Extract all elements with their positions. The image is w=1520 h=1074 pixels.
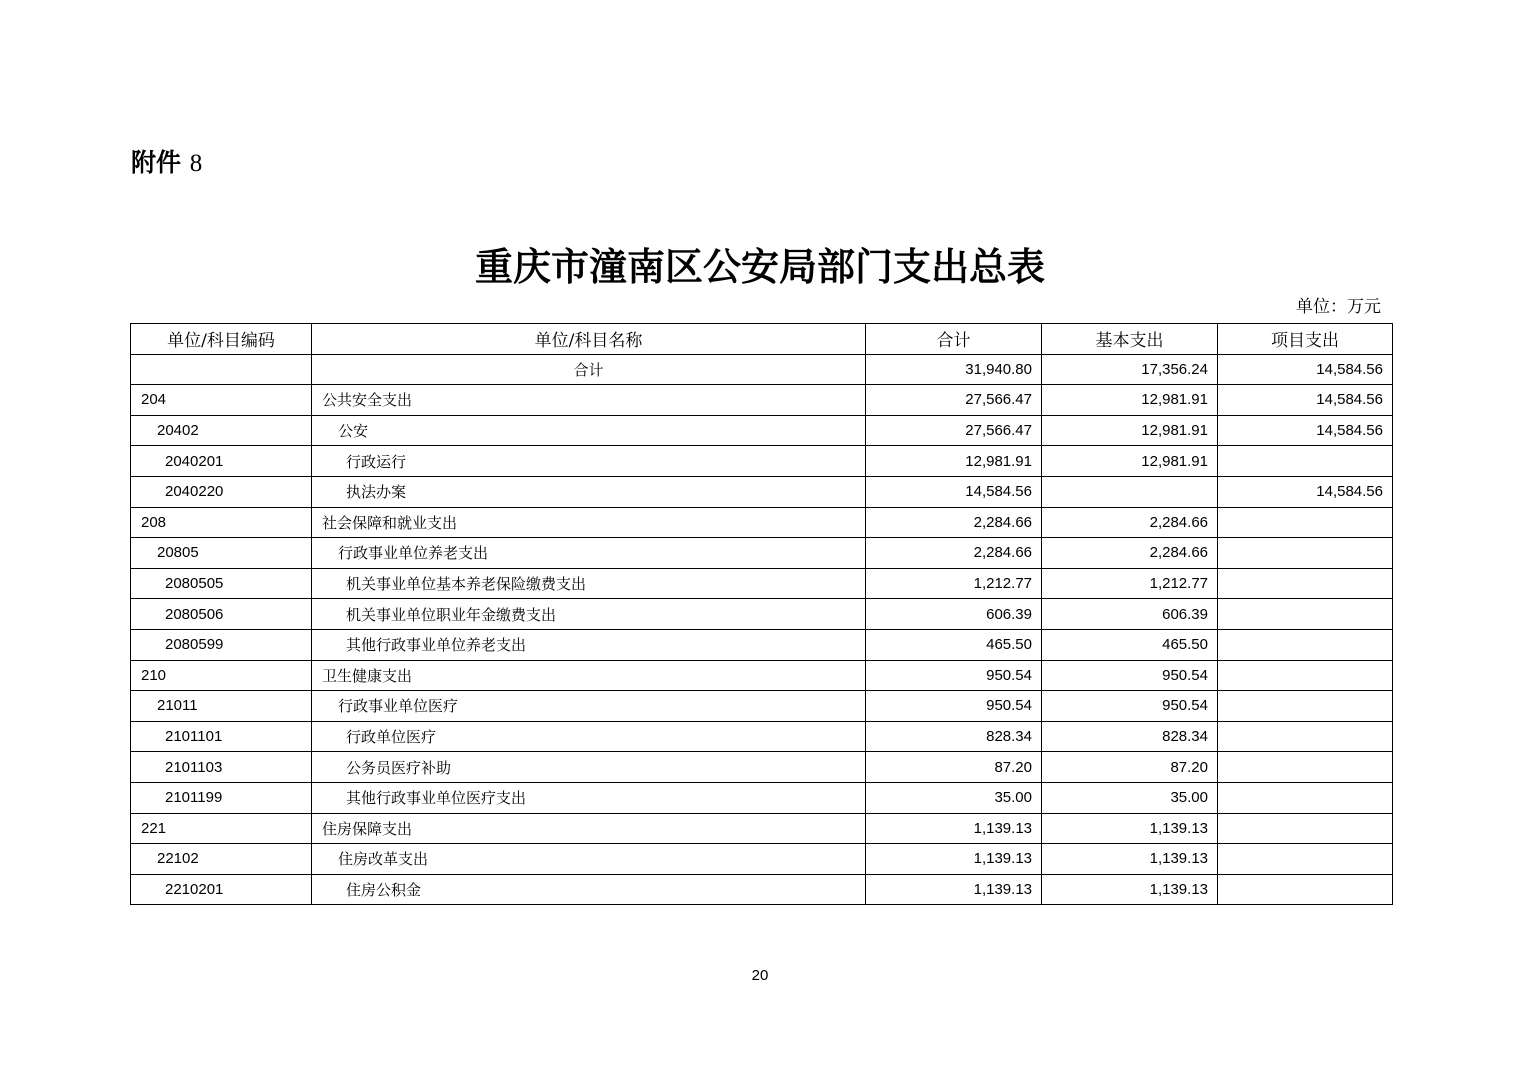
row-code: 208 xyxy=(131,507,312,538)
row-total: 465.50 xyxy=(866,629,1042,660)
table-row xyxy=(131,538,1393,569)
row-basic: 828.34 xyxy=(1042,721,1218,752)
table-row xyxy=(131,599,1393,630)
row-basic: 1,139.13 xyxy=(1042,844,1218,875)
row-project xyxy=(1218,660,1393,691)
row-code: 210 xyxy=(131,660,312,691)
row-total: 2,284.66 xyxy=(866,538,1042,569)
row-code: 2040201 xyxy=(131,446,312,477)
row-basic: 35.00 xyxy=(1042,782,1218,813)
row-code: 2080506 xyxy=(131,599,312,630)
row-project xyxy=(1218,568,1393,599)
row-basic: 1,212.77 xyxy=(1042,568,1218,599)
row-name: 行政事业单位医疗 xyxy=(312,691,866,722)
row-code: 20402 xyxy=(131,415,312,446)
row-total: 950.54 xyxy=(866,691,1042,722)
row-total: 606.39 xyxy=(866,599,1042,630)
table-row xyxy=(131,691,1393,722)
row-project xyxy=(1218,844,1393,875)
row-name: 行政事业单位养老支出 xyxy=(312,538,866,569)
row-code: 21011 xyxy=(131,691,312,722)
row-basic: 950.54 xyxy=(1042,660,1218,691)
row-name: 住房保障支出 xyxy=(312,813,866,844)
row-total: 87.20 xyxy=(866,752,1042,783)
row-total: 31,940.80 xyxy=(866,354,1042,385)
row-project: 14,584.56 xyxy=(1218,476,1393,507)
row-total: 12,981.91 xyxy=(866,446,1042,477)
row-code: 2210201 xyxy=(131,874,312,905)
expenditure-table xyxy=(130,323,1393,905)
table-row xyxy=(131,721,1393,752)
row-code xyxy=(131,354,312,385)
table-row xyxy=(131,752,1393,783)
row-total: 2,284.66 xyxy=(866,507,1042,538)
row-total: 27,566.47 xyxy=(866,415,1042,446)
row-basic: 87.20 xyxy=(1042,752,1218,783)
row-name: 机关事业单位职业年金缴费支出 xyxy=(312,599,866,630)
row-name: 行政单位医疗 xyxy=(312,721,866,752)
row-name: 合计 xyxy=(312,354,866,385)
row-total: 1,212.77 xyxy=(866,568,1042,599)
row-name: 卫生健康支出 xyxy=(312,660,866,691)
row-code: 2080505 xyxy=(131,568,312,599)
row-code: 204 xyxy=(131,385,312,416)
row-name: 机关事业单位基本养老保险缴费支出 xyxy=(312,568,866,599)
attachment-label xyxy=(131,145,202,182)
row-project xyxy=(1218,507,1393,538)
row-total: 1,139.13 xyxy=(866,813,1042,844)
attachment-prefix: 附件 xyxy=(131,148,182,177)
row-name: 执法办案 xyxy=(312,476,866,507)
row-total: 1,139.13 xyxy=(866,874,1042,905)
row-code: 2040220 xyxy=(131,476,312,507)
row-basic: 606.39 xyxy=(1042,599,1218,630)
row-name: 公安 xyxy=(312,415,866,446)
row-project: 14,584.56 xyxy=(1218,354,1393,385)
table-row xyxy=(131,629,1393,660)
row-basic: 12,981.91 xyxy=(1042,385,1218,416)
row-project xyxy=(1218,538,1393,569)
unit-label: 单位：万元 xyxy=(1296,297,1381,317)
row-basic: 12,981.91 xyxy=(1042,415,1218,446)
row-project xyxy=(1218,813,1393,844)
table-row xyxy=(131,568,1393,599)
header-code: 单位/科目编码 xyxy=(131,324,312,355)
row-name: 其他行政事业单位医疗支出 xyxy=(312,782,866,813)
row-project: 14,584.56 xyxy=(1218,385,1393,416)
row-basic: 2,284.66 xyxy=(1042,507,1218,538)
row-project xyxy=(1218,599,1393,630)
table-row xyxy=(131,446,1393,477)
row-code: 2101199 xyxy=(131,782,312,813)
row-name: 社会保障和就业支出 xyxy=(312,507,866,538)
row-name: 行政运行 xyxy=(312,446,866,477)
row-project: 14,584.56 xyxy=(1218,415,1393,446)
row-project xyxy=(1218,752,1393,783)
header-name: 单位/科目名称 xyxy=(312,324,866,355)
table-row xyxy=(131,507,1393,538)
row-basic: 950.54 xyxy=(1042,691,1218,722)
row-basic: 12,981.91 xyxy=(1042,446,1218,477)
row-basic: 2,284.66 xyxy=(1042,538,1218,569)
row-basic: 1,139.13 xyxy=(1042,874,1218,905)
row-total: 27,566.47 xyxy=(866,385,1042,416)
row-basic xyxy=(1042,476,1218,507)
table-row xyxy=(131,354,1393,385)
page-title: 重庆市潼南区公安局部门支出总表 xyxy=(474,244,1045,289)
table-row xyxy=(131,844,1393,875)
row-project xyxy=(1218,874,1393,905)
header-project: 项目支出 xyxy=(1218,324,1393,355)
row-total: 35.00 xyxy=(866,782,1042,813)
header-total: 合计 xyxy=(866,324,1042,355)
row-project xyxy=(1218,446,1393,477)
row-basic: 465.50 xyxy=(1042,629,1218,660)
row-project xyxy=(1218,782,1393,813)
row-basic: 17,356.24 xyxy=(1042,354,1218,385)
header-basic: 基本支出 xyxy=(1042,324,1218,355)
row-total: 828.34 xyxy=(866,721,1042,752)
row-code: 2101103 xyxy=(131,752,312,783)
row-name: 公共安全支出 xyxy=(312,385,866,416)
row-total: 14,584.56 xyxy=(866,476,1042,507)
row-code: 221 xyxy=(131,813,312,844)
row-name: 住房改革支出 xyxy=(312,844,866,875)
row-project xyxy=(1218,721,1393,752)
row-name: 住房公积金 xyxy=(312,874,866,905)
row-total: 950.54 xyxy=(866,660,1042,691)
table-row xyxy=(131,385,1393,416)
table-header-row xyxy=(131,324,1393,355)
table-row xyxy=(131,415,1393,446)
table-row xyxy=(131,476,1393,507)
table-row xyxy=(131,660,1393,691)
row-name: 公务员医疗补助 xyxy=(312,752,866,783)
row-code: 2101101 xyxy=(131,721,312,752)
row-total: 1,139.13 xyxy=(866,844,1042,875)
row-name: 其他行政事业单位养老支出 xyxy=(312,629,866,660)
row-basic: 1,139.13 xyxy=(1042,813,1218,844)
table-row xyxy=(131,813,1393,844)
row-project xyxy=(1218,691,1393,722)
row-code: 22102 xyxy=(131,844,312,875)
row-code: 2080599 xyxy=(131,629,312,660)
table-row xyxy=(131,782,1393,813)
row-project xyxy=(1218,629,1393,660)
table-row xyxy=(131,874,1393,905)
row-code: 20805 xyxy=(131,538,312,569)
attachment-number: 8 xyxy=(189,150,203,177)
page-number: 20 xyxy=(751,967,769,984)
